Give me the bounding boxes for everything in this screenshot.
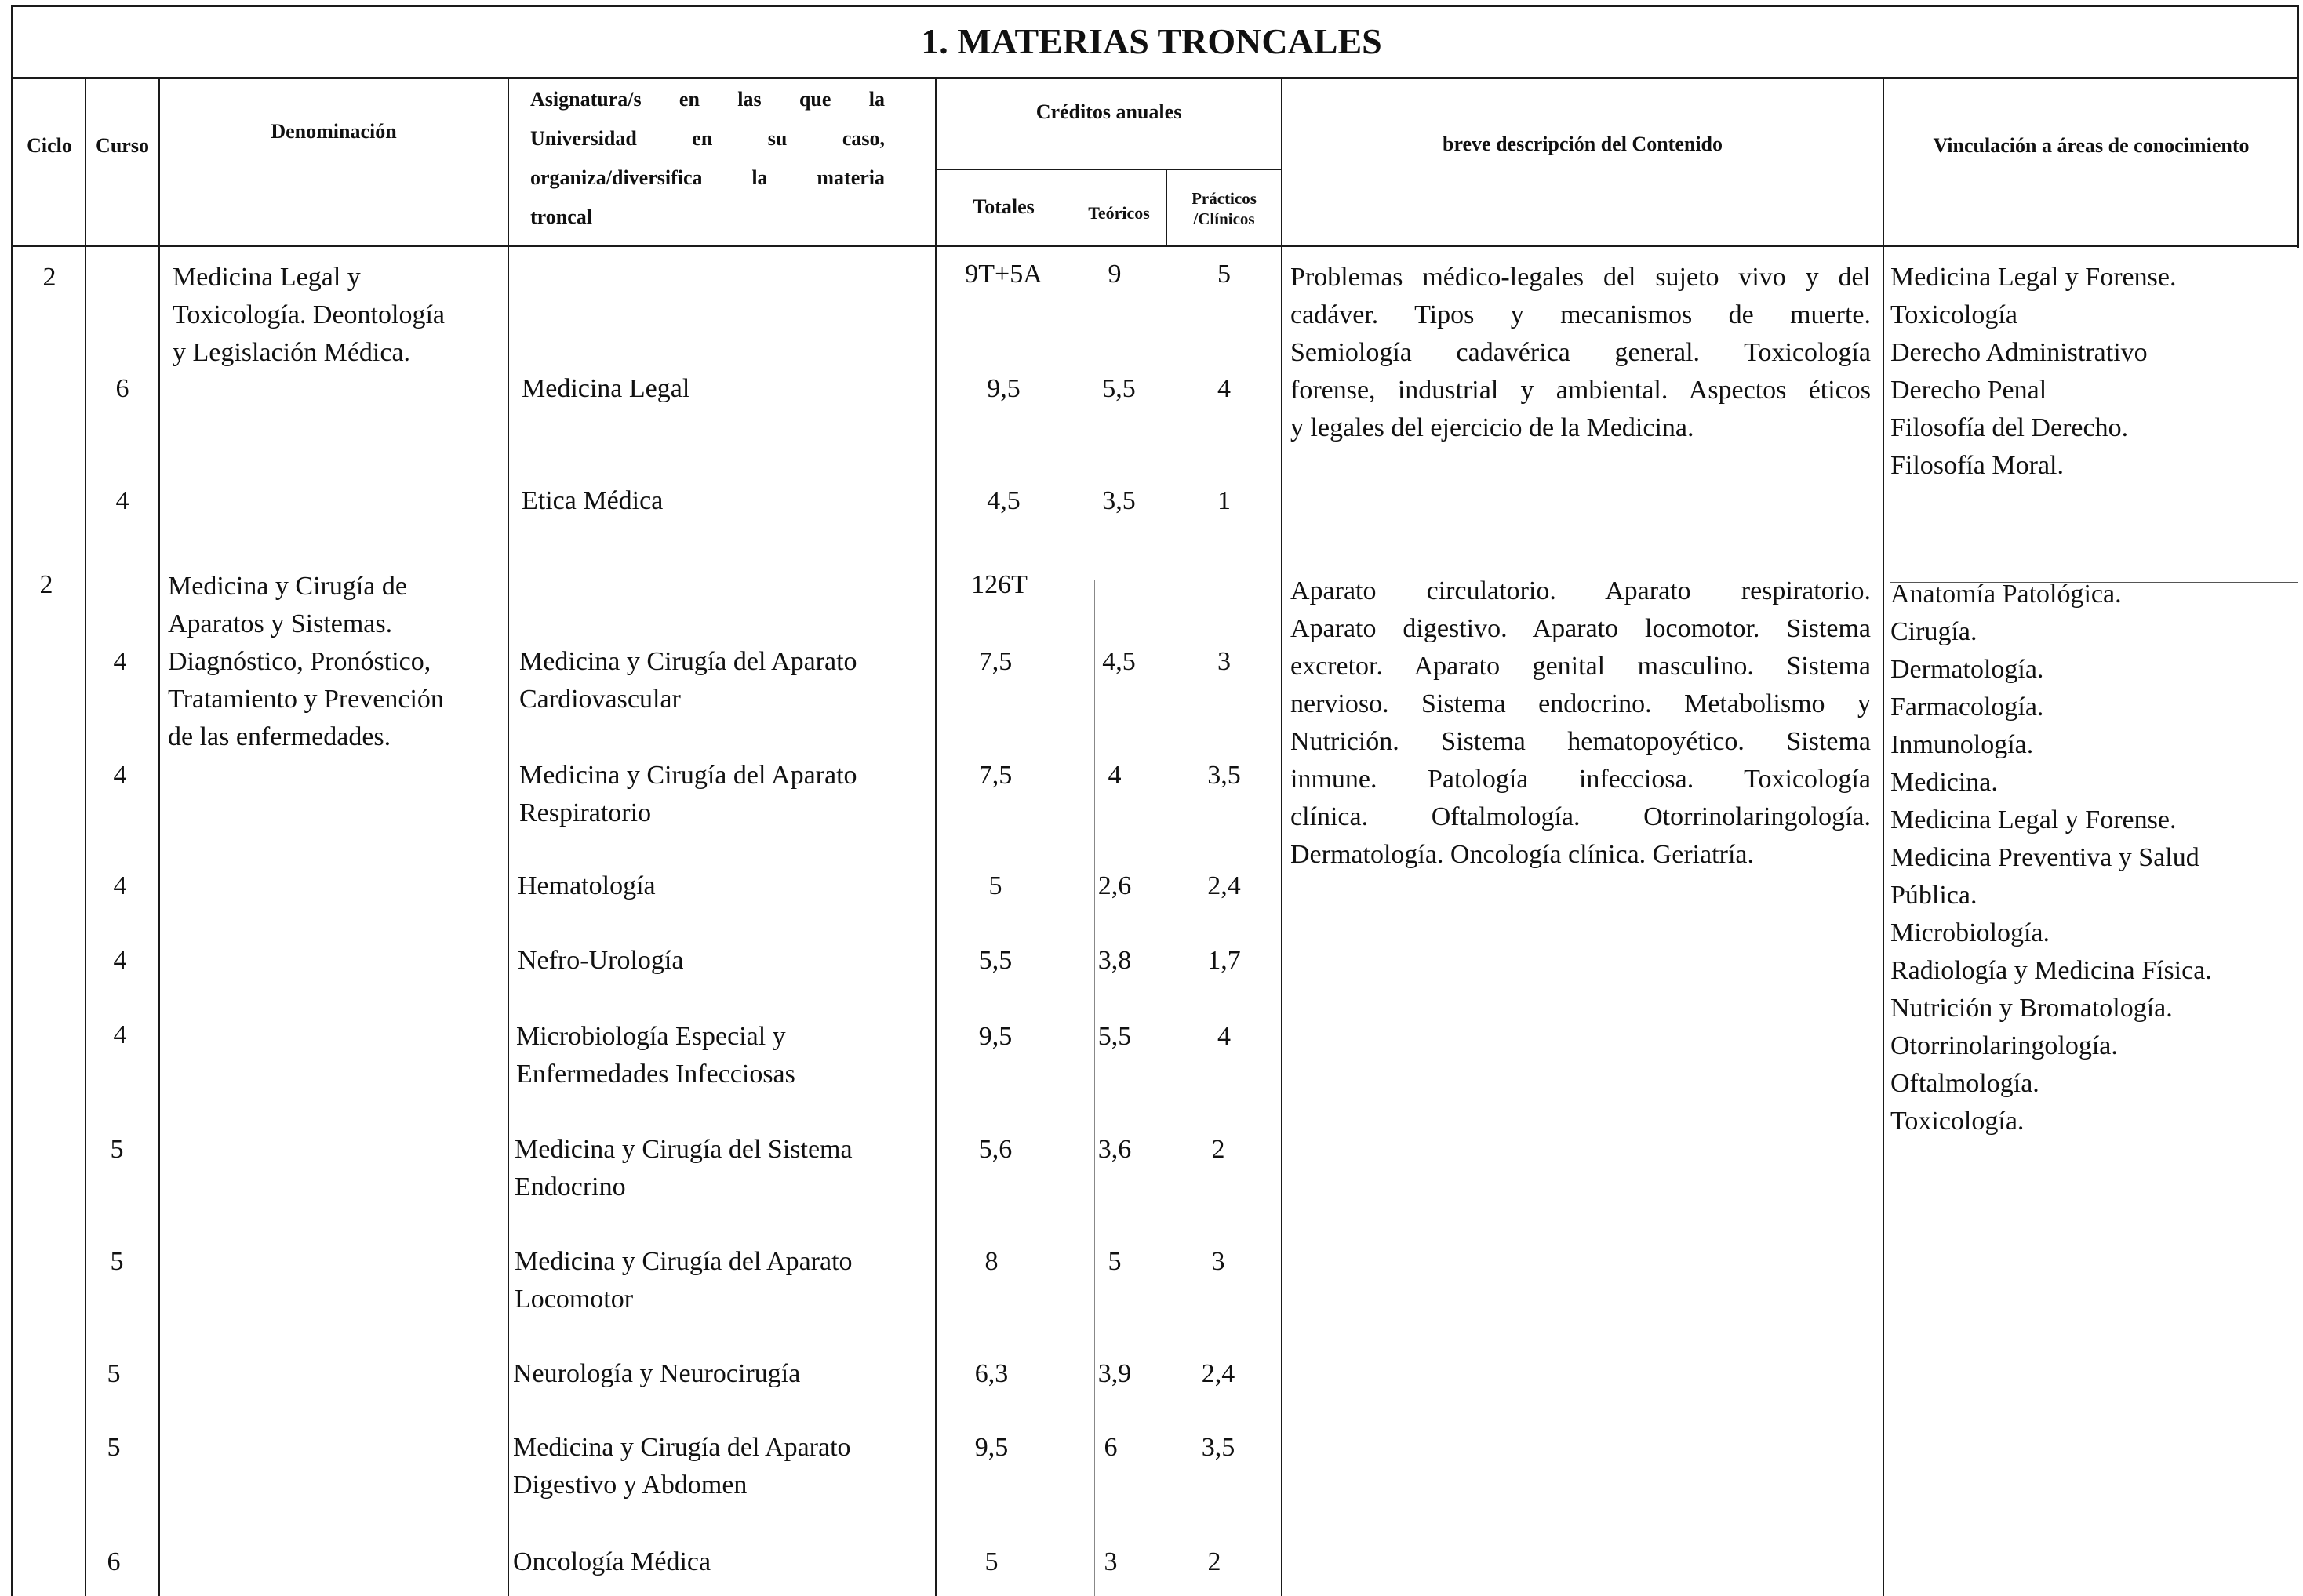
row-teoricos: 4,5 — [1102, 647, 1136, 676]
group-areas: Anatomía Patológica. Cirugía. Dermatología. Farmacología. Inmunología. Medicina. Medicina Legal y Forense. Medicina Preventiva y Salud Pública. Microbiología. Radiología y Medicina Física. Nutrición y Bromatología. Otorrinolaringología. Oftalmología. Toxicología. — [1890, 580, 2212, 1136]
row-practicos: 3,5 — [1201, 1433, 1235, 1462]
row-asignatura: Etica Médica — [522, 486, 664, 515]
row-practicos: 4 — [1217, 1022, 1231, 1051]
row-curso: 4 — [113, 871, 127, 900]
row-totales: 7,5 — [978, 761, 1013, 790]
row-practicos: 3,5 — [1207, 761, 1241, 790]
row-totales: 5 — [988, 871, 1002, 900]
row-curso: 4 — [113, 1020, 127, 1049]
row-practicos: 2 — [1207, 1547, 1221, 1576]
header-practicos: Prácticos /Clínicos — [1192, 189, 1257, 228]
row-teoricos: 5,5 — [1097, 1022, 1132, 1051]
row-totales: 8 — [984, 1247, 999, 1276]
row-asignatura: Medicina y Cirugía del Aparato Locomotor — [515, 1247, 853, 1314]
row-totales: 6,3 — [974, 1359, 1009, 1388]
header-ciclo: Ciclo — [27, 134, 72, 157]
header-curso: Curso — [96, 134, 149, 157]
row-asignatura: Medicina y Cirugía del Aparato Respiratorio — [519, 761, 857, 827]
group-descripcion: Problemas médico-legales del sujeto vivo y del cadáver. Tipos y mecanismos de muerte. Semiología cadavérica general. Toxicología forense, industrial y ambiental. Aspectos éticos y legales del ejercicio de la Medicina. — [1290, 263, 1871, 442]
row-teoricos: 3,9 — [1097, 1359, 1132, 1388]
group-areas: Medicina Legal y Forense. Toxicología Derecho Administrativo Derecho Penal Filosofía del Derecho. Filosofía Moral. — [1890, 263, 2177, 480]
row-curso: 5 — [107, 1433, 121, 1462]
row-practicos: 2 — [1211, 1135, 1225, 1164]
row-teoricos: 6 — [1104, 1433, 1118, 1462]
header-denominacion: Denominación — [271, 120, 397, 143]
row-practicos: 2,4 — [1207, 871, 1241, 900]
row-curso: 4 — [113, 647, 127, 676]
row-curso: 6 — [107, 1547, 121, 1576]
row-practicos: 3 — [1217, 647, 1231, 676]
row-asignatura: Hematología — [518, 871, 656, 900]
header-creditos: Créditos anuales — [1035, 100, 1182, 123]
row-curso: 4 — [115, 486, 129, 515]
row-practicos: 4 — [1217, 374, 1231, 403]
row-teoricos: 3,8 — [1097, 946, 1132, 975]
row-curso: 6 — [115, 374, 129, 403]
row-teoricos: 2,6 — [1097, 871, 1132, 900]
group-ciclo: 2 — [42, 263, 56, 292]
row-asignatura: Medicina y Cirugía del Aparato Cardiovascular — [519, 647, 857, 714]
row-totales: 4,5 — [987, 486, 1021, 515]
row-curso: 5 — [110, 1247, 124, 1276]
row-totales: 7,5 — [978, 647, 1013, 676]
group-totales: 9T+5A — [965, 260, 1042, 289]
row-teoricos: 3 — [1104, 1547, 1118, 1576]
row-asignatura: Medicina y Cirugía del Aparato Digestivo y Abdomen — [513, 1433, 851, 1500]
header-totales: Totales — [973, 195, 1035, 218]
row-teoricos: 4 — [1108, 761, 1122, 790]
header-vinculacion: Vinculación a áreas de conocimiento — [1933, 134, 2250, 157]
header-teoricos: Teóricos — [1088, 203, 1150, 223]
group-ciclo: 2 — [39, 570, 53, 599]
row-totales: 5,6 — [978, 1135, 1013, 1164]
row-teoricos: 3,6 — [1097, 1135, 1132, 1164]
group-denominacion: Medicina y Cirugía de Aparatos y Sistemas. Diagnóstico, Pronóstico, Tratamiento y Prevención de las enfermedades. — [168, 572, 444, 751]
row-practicos: 3 — [1211, 1247, 1225, 1276]
row-curso: 4 — [113, 946, 127, 975]
group-teoricos: 9 — [1108, 260, 1122, 289]
row-curso: 5 — [107, 1359, 121, 1388]
row-asignatura: Medicina Legal — [522, 374, 690, 403]
row-totales: 5 — [984, 1547, 999, 1576]
row-practicos: 1 — [1217, 486, 1231, 515]
row-asignatura: Oncología Médica — [513, 1547, 711, 1576]
row-totales: 9,5 — [978, 1022, 1013, 1051]
header-asignatura: Asignatura/s en las que la Universidad en su caso, organiza/diversifica la materia troncal — [530, 88, 885, 228]
row-totales: 9,5 — [987, 374, 1021, 403]
row-asignatura: Nefro-Urología — [518, 946, 684, 975]
row-teoricos: 5,5 — [1102, 374, 1136, 403]
page-title: 1. MATERIAS TRONCALES — [921, 21, 1382, 61]
row-practicos: 1,7 — [1207, 946, 1241, 975]
group-denominacion: Medicina Legal y Toxicología. Deontología y Legislación Médica. — [173, 263, 445, 367]
row-asignatura: Neurología y Neurocirugía — [513, 1359, 801, 1388]
row-teoricos: 3,5 — [1102, 486, 1136, 515]
row-totales: 5,5 — [978, 946, 1013, 975]
header-descripcion: breve descripción del Contenido — [1442, 133, 1723, 155]
row-practicos: 2,4 — [1201, 1359, 1235, 1388]
row-curso: 4 — [113, 761, 127, 790]
row-asignatura: Microbiología Especial y Enfermedades Infecciosas — [516, 1022, 795, 1089]
row-asignatura: Medicina y Cirugía del Sistema Endocrino — [515, 1135, 853, 1202]
row-teoricos: 5 — [1108, 1247, 1122, 1276]
row-totales: 9,5 — [974, 1433, 1009, 1462]
row-curso: 5 — [110, 1135, 124, 1164]
group-practicos: 5 — [1217, 260, 1231, 289]
group-totales: 126T — [971, 570, 1028, 599]
group-descripcion: Aparato circulatorio. Aparato respiratorio. Aparato digestivo. Aparato locomotor. Sistema excretor. Aparato genital masculino. Sistema nervioso. Sistema endocrino. Metabolismo y Nutrición. Sistema hematopoyético. Sistema inmune. Patología infecciosa. Toxicología clínica. Oftalmología. Otorrinolaringología. Dermatología. Oncología clínica. Geriatría. — [1290, 576, 1871, 869]
